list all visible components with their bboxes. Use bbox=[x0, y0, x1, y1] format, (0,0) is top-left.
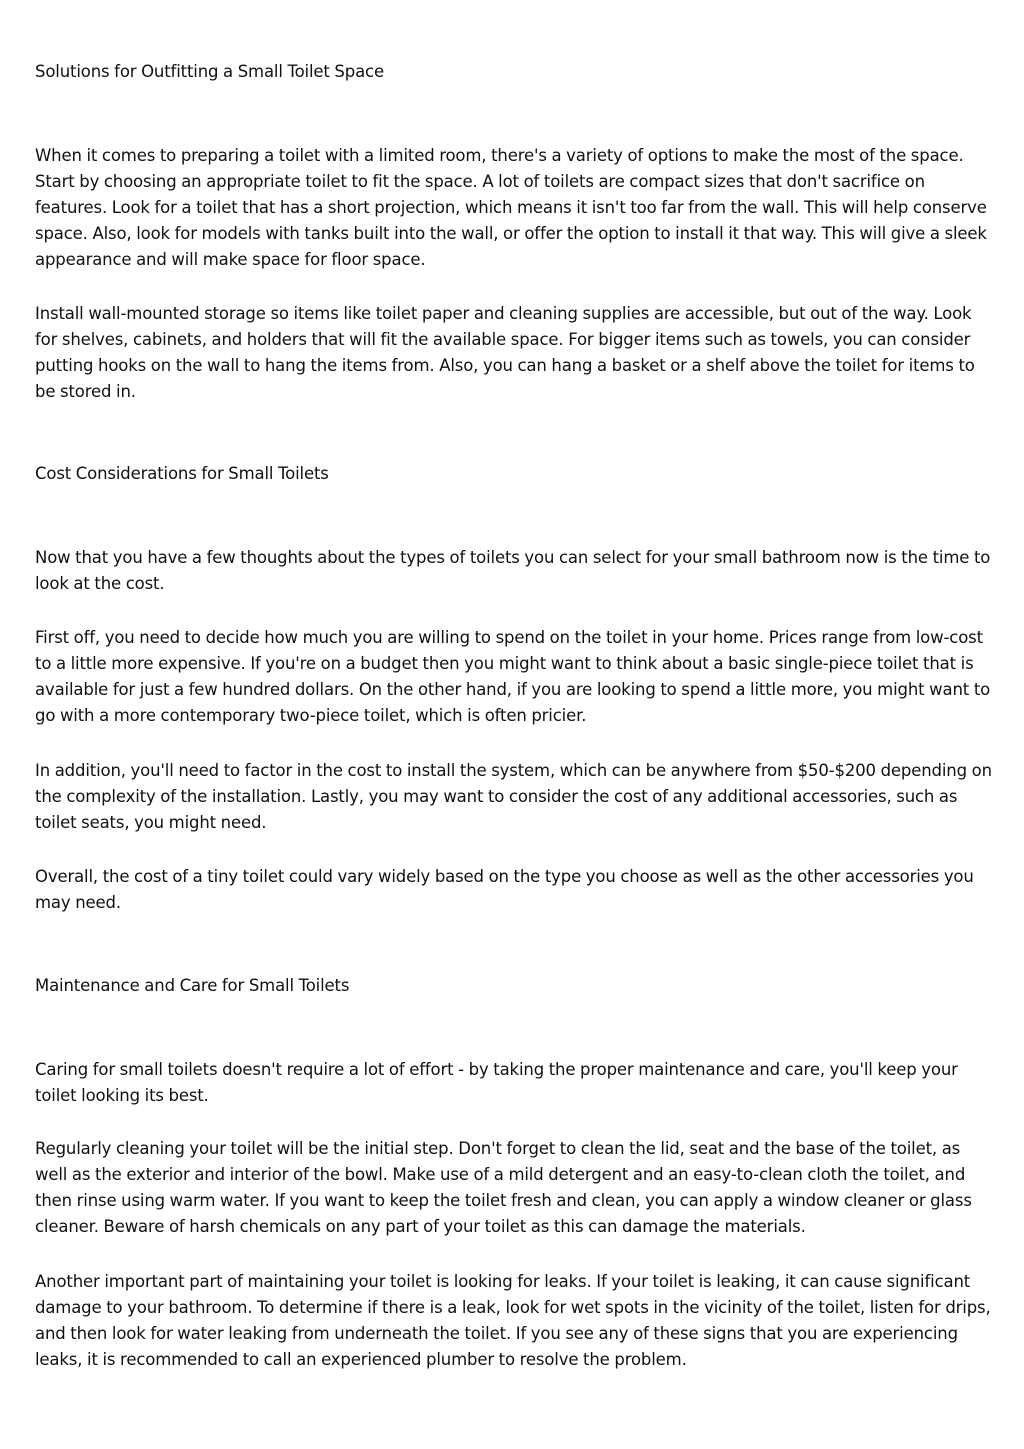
paragraph-maintenance-1: Caring for small toilets doesn't require a lot of effort - by taking the proper maintenance and care, you'll keep your toilet looking its best. bbox=[35, 1060, 958, 1105]
section-heading-solutions: Solutions for Outfitting a Small Toilet Space bbox=[35, 62, 384, 81]
paragraph-solutions-1: When it comes to preparing a toilet with a limited room, there's a variety of options to make the most of the space. Start by choosing an appropriate toilet to fit the space. A lot of toilets are compact sizes that don't sacrifice on features. Look for a toilet that has a short projection, which means it isn't too far from the wall. This will help conserve space. Also, look for models with tanks built into the wall, or offer the option to install it that way. This will give a sleek appearance and will make space for floor space. bbox=[35, 146, 987, 269]
paragraph-cost-3: In addition, you'll need to factor in the cost to install the system, which can be anywhere from $50-$200 depending on the complexity of the installation. Lastly, you may want to consider the cost of any additional accessories, such as toilet seats, you might need. bbox=[35, 761, 992, 832]
section-heading-cost: Cost Considerations for Small Toilets bbox=[35, 464, 329, 483]
paragraph-solutions-2: Install wall-mounted storage so items like toilet paper and cleaning supplies are accessible, but out of the way. Look for shelves, cabinets, and holders that will fit the available space. For bigger items such as towels, you can consider putting hooks on the wall to hang the items from. Also, you can hang a basket or a shelf above the toilet for items to be stored in. bbox=[35, 304, 975, 401]
paragraph-maintenance-2: Regularly cleaning your toilet will be the initial step. Don't forget to clean the lid, seat and the base of the toilet, as well as the exterior and interior of the bowl. Make use of a mild detergent and an easy-to-clean cloth the toilet, and then rinse using warm water. If you want to keep the toilet fresh and clean, you can apply a window cleaner or glass cleaner. Beware of harsh chemicals on any part of your toilet as this can damage the materials. bbox=[35, 1139, 972, 1236]
paragraph-cost-2: First off, you need to decide how much you are willing to spend on the toilet in your home. Prices range from low-cost to a little more expensive. If you're on a budget then you might want to think about a basic single-piece toilet that is available for just a few hundred dollars. On the other hand, if you are looking to spend a little more, you might want to go with a more contemporary two-piece toilet, which is often pricier. bbox=[35, 628, 991, 725]
paragraph-maintenance-3: Another important part of maintaining your toilet is looking for leaks. If your toilet is leaking, it can cause significant damage to your bathroom. To determine if there is a leak, look for wet spots in the vicinity of the toilet, listen for drips, and then look for water leaking from underneath the toilet. If you see any of these signs that you are experiencing leaks, it is recommended to call an experienced plumber to resolve the problem. bbox=[35, 1272, 991, 1369]
paragraph-cost-1: Now that you have a few thoughts about the types of toilets you can select for your small bathroom now is the time to look at the cost. bbox=[35, 548, 991, 593]
paragraph-cost-4: Overall, the cost of a tiny toilet could vary widely based on the type you choose as well as the other accessories you may need. bbox=[35, 867, 974, 912]
section-heading-maintenance: Maintenance and Care for Small Toilets bbox=[35, 976, 350, 995]
